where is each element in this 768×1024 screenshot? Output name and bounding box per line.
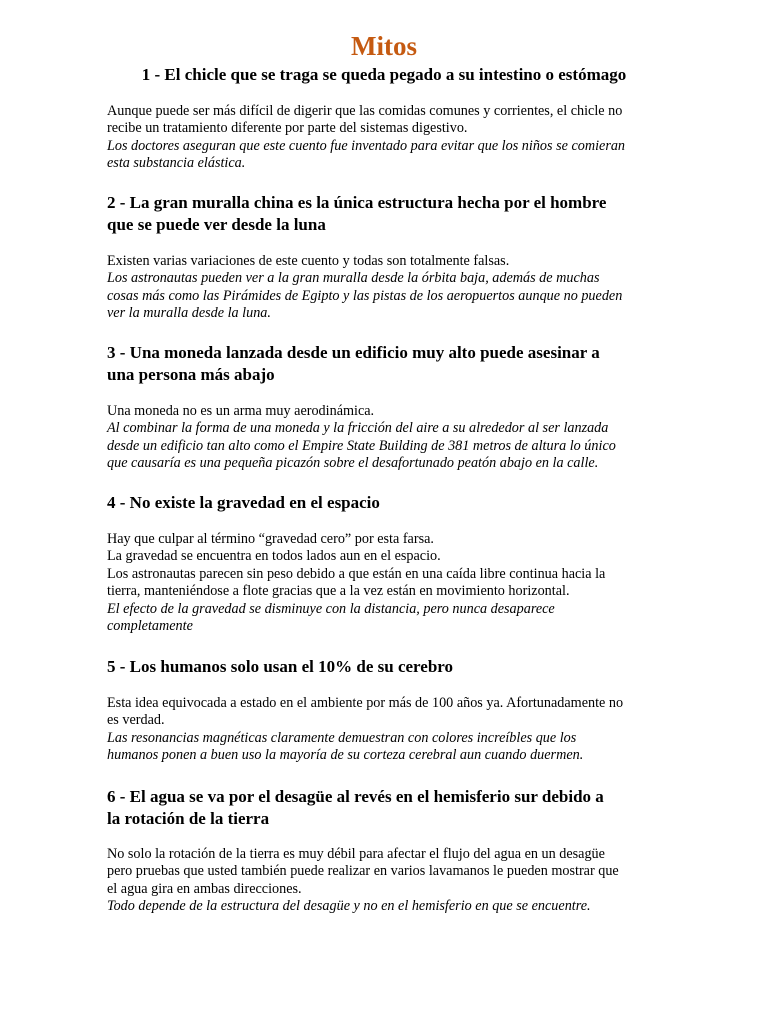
myth-5-italic-line: humanos ponen a buen uso la mayoría de su corteza cerebral aun cuando duermen. — [107, 747, 584, 764]
myth-1-italic-line: esta substancia elástica. — [107, 155, 246, 172]
myth-5-text-line: Esta idea equivocada a estado en el ambiente por más de 100 años ya. Afortunadamente no — [107, 695, 624, 711]
document-title: Mitos — [351, 31, 417, 61]
myth-3-heading — [107, 342, 662, 386]
myth-2-italic-line: cosas más como las Pirámides de Egipto y las pistas de los aeropuertos aunque no pueden — [107, 287, 623, 304]
myth-3-heading-line: 3 - Una moneda lanzada desde un edificio muy alto puede asesinar a — [107, 343, 600, 362]
myth-2-heading — [107, 192, 662, 236]
myth-2-heading-line: 2 - La gran muralla china es la única estructura hecha por el hombre — [107, 193, 607, 212]
myth-6-body — [107, 846, 662, 916]
myth-6-heading-line: 6 - El agua se va por el desagüe al revés en el hemisferio sur debido a — [107, 787, 604, 806]
myth-2-heading-line: que se puede ver desde la luna — [107, 215, 326, 234]
myth-6-heading — [107, 786, 662, 830]
myth-4-text-line: La gravedad se encuentra en todos lados aun en el espacio. — [107, 548, 441, 565]
myth-2-text-line: Existen varias variaciones de este cuento y todas son totalmente falsas. — [107, 253, 510, 269]
myth-2-italic-line: ver la muralla desde la luna. — [107, 305, 271, 322]
myth-1-heading: 1 - El chicle que se traga se queda pegado a su intestino o estómago — [141, 65, 627, 84]
myth-6-text-line: No solo la rotación de la tierra es muy débil para afectar el flujo del agua en un desagüe — [107, 846, 605, 862]
myth-1-text-line: Aunque puede ser más difícil de digerir que las comidas comunes y corrientes, el chicle no — [107, 103, 623, 119]
myth-3-italic-line: Al combinar la forma de una moneda y la fricción del aire a su alrededor al ser lanzada — [107, 420, 609, 437]
myth-3-body — [107, 403, 662, 473]
myth-4-body — [107, 531, 662, 635]
myth-6-text-line: el agua gira en ambas direcciones. — [107, 880, 302, 897]
myth-1-italic-line: Los doctores aseguran que este cuento fue inventado para evitar que los niños se comieran — [107, 137, 626, 154]
myth-4-text-line: Los astronautas parecen sin peso debido a que están en una caída libre continua hacia la — [107, 565, 606, 582]
myth-5-heading: 5 - Los humanos solo usan el 10% de su cerebro — [107, 657, 454, 676]
myth-6-heading-line: la rotación de la tierra — [107, 809, 270, 828]
myth-3-italic-line: desde un edificio tan alto como el Empire State Building de 381 metros de altura lo único — [107, 437, 616, 454]
myth-2-body — [107, 253, 662, 323]
myth-1-text-line: recibe un tratamiento diferente por parte del sistemas digestivo. — [107, 120, 468, 137]
myth-4-text-line: tierra, manteniéndose a flote gracias que a la vez están en movimiento horizontal. — [107, 583, 570, 600]
myth-6-italic-line: Todo depende de la estructura del desagüe y no en el hemisferio en que se encuentre. — [107, 898, 591, 915]
myth-4-italic-line: completamente — [107, 618, 193, 635]
myth-3-heading-line: una persona más abajo — [107, 365, 275, 384]
myth-1-body — [107, 103, 662, 173]
myth-3-text-line: Una moneda no es un arma muy aerodinámica. — [107, 403, 375, 419]
myth-4-heading: 4 - No existe la gravedad en el espacio — [107, 493, 380, 512]
myth-2-italic-line: Los astronautas pueden ver a la gran muralla desde la órbita baja, además de muchas — [107, 270, 600, 287]
myth-6-text-line: pero pruebas que usted también puede realizar en varios lavamanos le pueden mostrar que — [107, 863, 619, 880]
myth-5-body — [107, 695, 662, 765]
myth-4-italic-line: El efecto de la gravedad se disminuye con la distancia, pero nunca desaparece — [107, 600, 555, 617]
myth-3-italic-line: que causaría es una pequeña picazón sobre el desafortunado peatón abajo en la calle. — [107, 455, 599, 472]
myth-4-text-line: Hay que culpar al término “gravedad cero” por esta farsa. — [107, 531, 434, 547]
myth-5-text-line: es verdad. — [107, 712, 165, 729]
myth-5-italic-line: Las resonancias magnéticas claramente demuestran con colores increíbles que los — [107, 729, 577, 746]
